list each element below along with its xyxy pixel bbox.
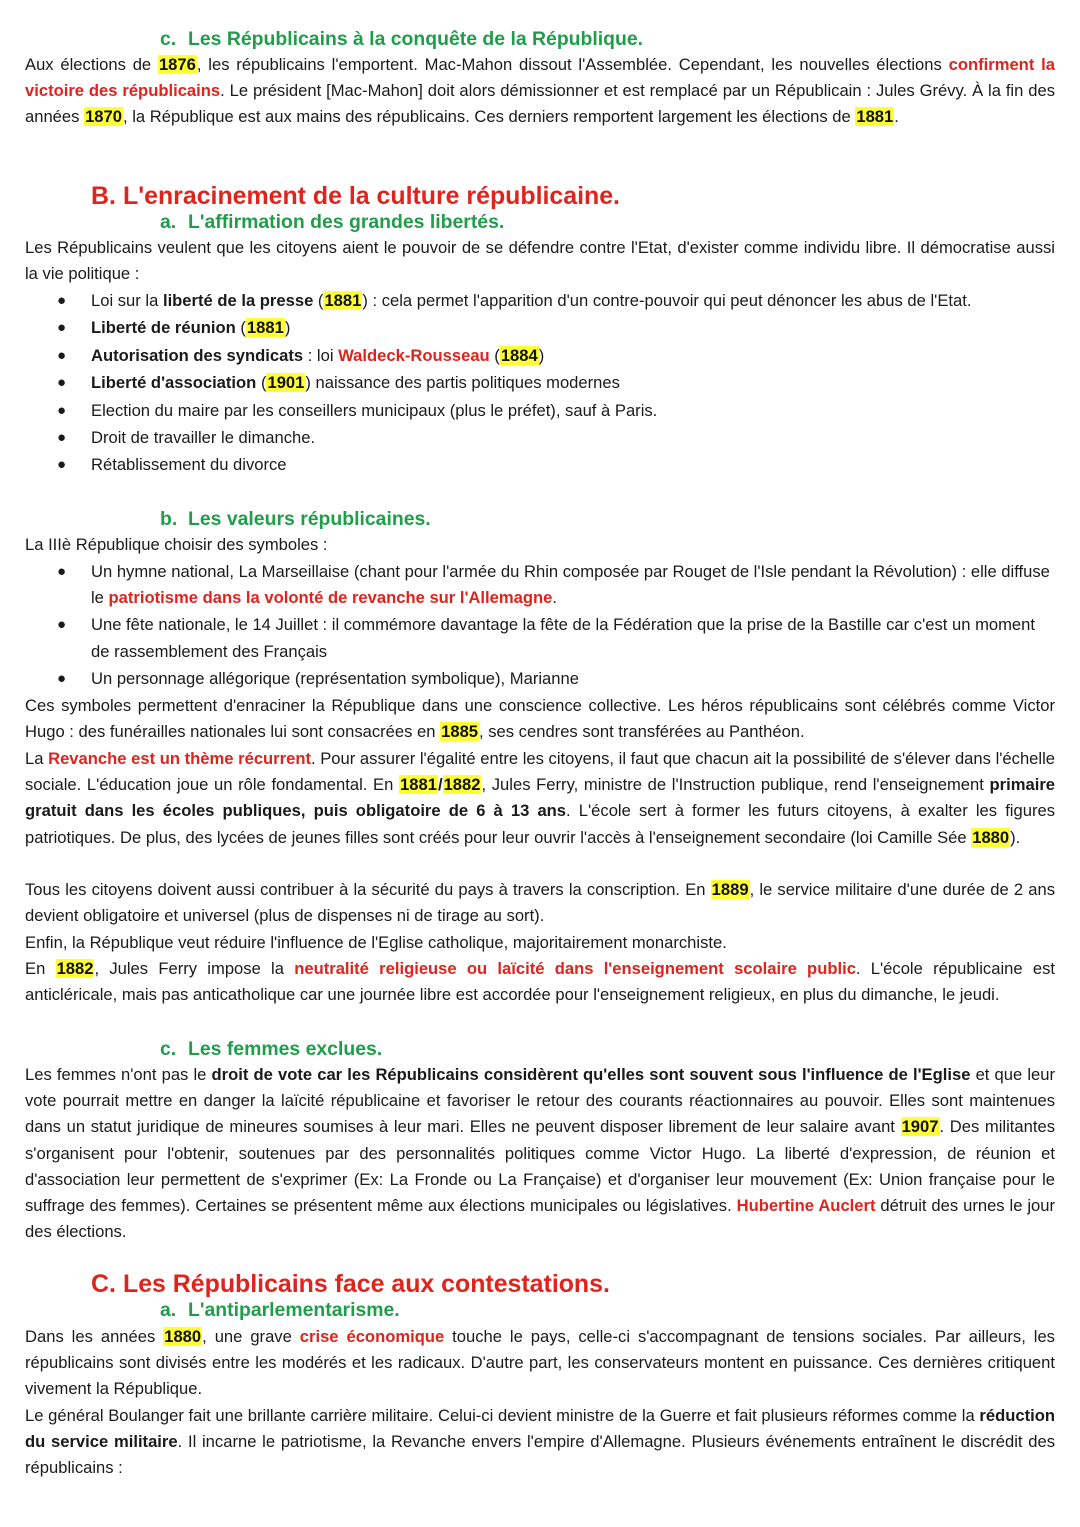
year-highlight: 1880 — [164, 1327, 202, 1346]
paragraph-conscription: Tous les citoyens doivent aussi contribuer à la sécurité du pays à travers la conscription. En 1889, le service militaire d'une durée de 2 ans devient obligatoire et universel (plus de dispenses ni de tirage au sort). — [25, 880, 1055, 926]
list-libertes — [25, 288, 1055, 479]
heading-C-contestations: C. Les Républicains face aux contestations. — [91, 1270, 610, 1298]
year-highlight: 1882 — [443, 775, 481, 795]
year-highlight: 1876 — [158, 55, 196, 74]
bullet-icon: ● — [57, 456, 67, 474]
red-emphasis: patriotisme dans la volonté de revanche sur l'Allemagne — [108, 588, 553, 608]
year-highlight: 1881 — [324, 291, 362, 310]
paragraph-elections-1876: Aux élections de 1876, les républicains l'emportent. Mac-Mahon dissout l'Assemblée. Cependant, les nouvelles élections confirment la victoire des républicains. Le président [Mac-Mahon] doit alors démissionner et est remplacé par un Républicain : Jules Grévy. À la fin des années 1870, la République est aux mains des républicains. Ces derniers remportent largement les élections de 1881. — [25, 55, 1055, 127]
heading-c-conquete: c. Les Républicains à la conquête de la République. — [160, 28, 644, 50]
bullet-icon: ● — [57, 292, 67, 309]
year-highlight: 1881 — [400, 775, 437, 795]
heading-c-femmes: c. Les femmes exclues. — [160, 1038, 383, 1060]
year-highlight: 1885 — [441, 722, 479, 742]
bullet-icon: ● — [57, 616, 67, 634]
bullet-icon: ● — [57, 401, 67, 419]
paragraph-heros-republicains: Ces symboles permettent d'enraciner la République dans une conscience collective. Les héros républicains sont célébrés comme Victor Hugo : des funérailles nationales lui sont consacrées en 1885, ses cendres sont transférées au Panthéon. — [25, 696, 1055, 742]
list-item: ● Un hymne national, La Marseillaise (chant pour l'armée du Rhin composée par Rouget de l'Isle pendant la Révolution) : elle diffuse le patriotisme dans la volonté de revanche sur l'Allemagne. — [25, 559, 1055, 611]
heading-a-libertes: a. L'affirmation des grandes libertés. — [160, 211, 505, 233]
list-item: ● Un personnage allégorique (représentation symbolique), Marianne — [25, 666, 1055, 692]
list-item: ● Une fête nationale, le 14 Juillet : il commémore davantage la fête de la Fédération que la prise de la Bastille car c'est un moment de rassemblement des Français — [25, 612, 1055, 664]
year-highlight: 1907 — [901, 1117, 939, 1137]
red-emphasis: Waldeck-Rousseau — [338, 345, 490, 365]
year-highlight: 1880 — [972, 827, 1010, 847]
paragraph-crise-economique: Dans les années 1880, une grave crise économique touche le pays, celle-ci s'accompagnant de tensions sociales. Par ailleurs, les républicains sont divisés entre les modérés et les radicaux. D'autre part, les conservateurs montent en puissance. Ces dernières critiquent vivement la République. — [25, 1327, 1055, 1399]
year-highlight: 1881 — [246, 318, 284, 338]
list-item: ● Election du maire par les conseillers municipaux (plus le préfet), sauf à Paris. — [25, 398, 1055, 424]
year-highlight: 1870 — [85, 107, 122, 127]
bullet-icon: ● — [57, 428, 67, 446]
heading-a-antiparlementarisme: a. L'antiparlementarisme. — [160, 1299, 400, 1321]
red-emphasis: neutralité religieuse ou laïcité dans l'enseignement scolaire public — [294, 959, 856, 978]
list-symboles — [25, 559, 1055, 692]
bullet-icon: ● — [57, 319, 67, 337]
paragraph-laicite: En 1882, Jules Ferry impose la neutralité religieuse ou laïcité dans l'enseignement scolaire public. L'école républicaine est anticléricale, mais pas anticatholique car une journée libre est accordée pour l'enseignement religieux, en plus du dimanche, le jeudi. — [25, 959, 1055, 1005]
paragraph-boulanger: Le général Boulanger fait une brillante carrière militaire. Celui-ci devient ministre de la Guerre et fait plusieurs réformes comme la réduction du service militaire. Il incarne le patriotisme, la Revanche envers l'empire d'Allemagne. Plusieurs événements entraînent le discrédit des républicains : — [25, 1406, 1055, 1478]
paragraph-eglise: Enfin, la République veut réduire l'influence de l'Eglise catholique, majoritairement monarchiste. — [25, 933, 727, 952]
year-highlight: 1889 — [711, 880, 749, 899]
list-item: ● Rétablissement du divorce — [25, 452, 1055, 478]
list-item: ● Autorisation des syndicats : loi Waldeck-Rousseau (1884) — [25, 343, 1055, 369]
list-item: ● Liberté d'association (1901) naissance des partis politiques modernes — [25, 370, 1055, 396]
bullet-icon: ● — [57, 346, 67, 364]
bullet-icon: ● — [57, 669, 67, 687]
heading-b-valeurs: b. Les valeurs républicaines. — [160, 508, 431, 530]
red-emphasis: confirment la victoire des républicains — [25, 55, 1055, 101]
list-item: ● Liberté de réunion (1881) — [25, 315, 1055, 341]
red-emphasis: Hubertine Auclert — [736, 1196, 876, 1216]
paragraph-education: La Revanche est un thème récurrent. Pour assurer l'égalité entre les citoyens, il faut que chacun ait la possibilité de s'élever dans l'échelle sociale. L'éducation joue un rôle fondamental. En 1881/1882, Jules Ferry, ministre de l'Instruction publique, rend l'enseignement primaire gratuit dans les écoles publiques, puis obligatoire de 6 à 13 ans. L'école sert à former les futurs citoyens, à exalter les figures patriotiques. De plus, des lycées de jeunes filles sont créés pour leur ouvrir l'accès à l'enseignement secondaire (loi Camille Sée 1880). — [25, 749, 1056, 847]
paragraph-libertes-intro: Les Républicains veulent que les citoyens aient le pouvoir de se défendre contre l'Etat, d'exister comme individu libre. Il démocratise aussi la vie politique : — [25, 238, 1055, 284]
paragraph-symboles-intro: La IIIè République choisir des symboles : — [25, 535, 328, 554]
list-item: ● Loi sur la liberté de la presse (1881) : cela permet l'apparition d'un contre-pouvoir qui peut dénoncer les abus de l'Etat. — [25, 288, 1055, 314]
year-highlight: 1881 — [856, 107, 894, 127]
red-emphasis: Revanche est un thème récurrent — [48, 749, 311, 768]
bullet-icon: ● — [57, 374, 67, 392]
bullet-icon: ● — [57, 563, 67, 580]
list-item: ● Droit de travailler le dimanche. — [25, 425, 1055, 451]
heading-B-enracinement: B. L'enracinement de la culture républicaine. — [91, 182, 620, 210]
year-highlight: 1882 — [56, 959, 94, 978]
paragraph-femmes: Les femmes n'ont pas le droit de vote car les Républicains considèrent qu'elles sont souvent sous l'influence de l'Eglise et que leur vote pourrait mettre en danger la laïcité républicaine et favoriser le retour des courants réactionnaires au pouvoir. Elles sont maintenues dans un statut juridique de mineures soumises à leur mari. Elles ne peuvent disposer librement de leur salaire avant 1907. Des militantes s'organisent pour l'obtenir, soutenues par des personnalités politiques comme Victor Hugo. La liberté d'expression, de réunion et d'association leur permettent de s'exprimer (Ex: La Fronde ou La Française) et d'organiser leur mouvement (Ex: Union française pour le suffrage des femmes). Certaines se présentent même aux élections municipales ou législatives. Hubertine Auclert détruit des urnes le jour des élections. — [25, 1065, 1056, 1242]
red-emphasis: crise économique — [299, 1327, 445, 1346]
year-highlight: 1884 — [500, 345, 538, 365]
year-highlight: 1901 — [267, 373, 305, 393]
